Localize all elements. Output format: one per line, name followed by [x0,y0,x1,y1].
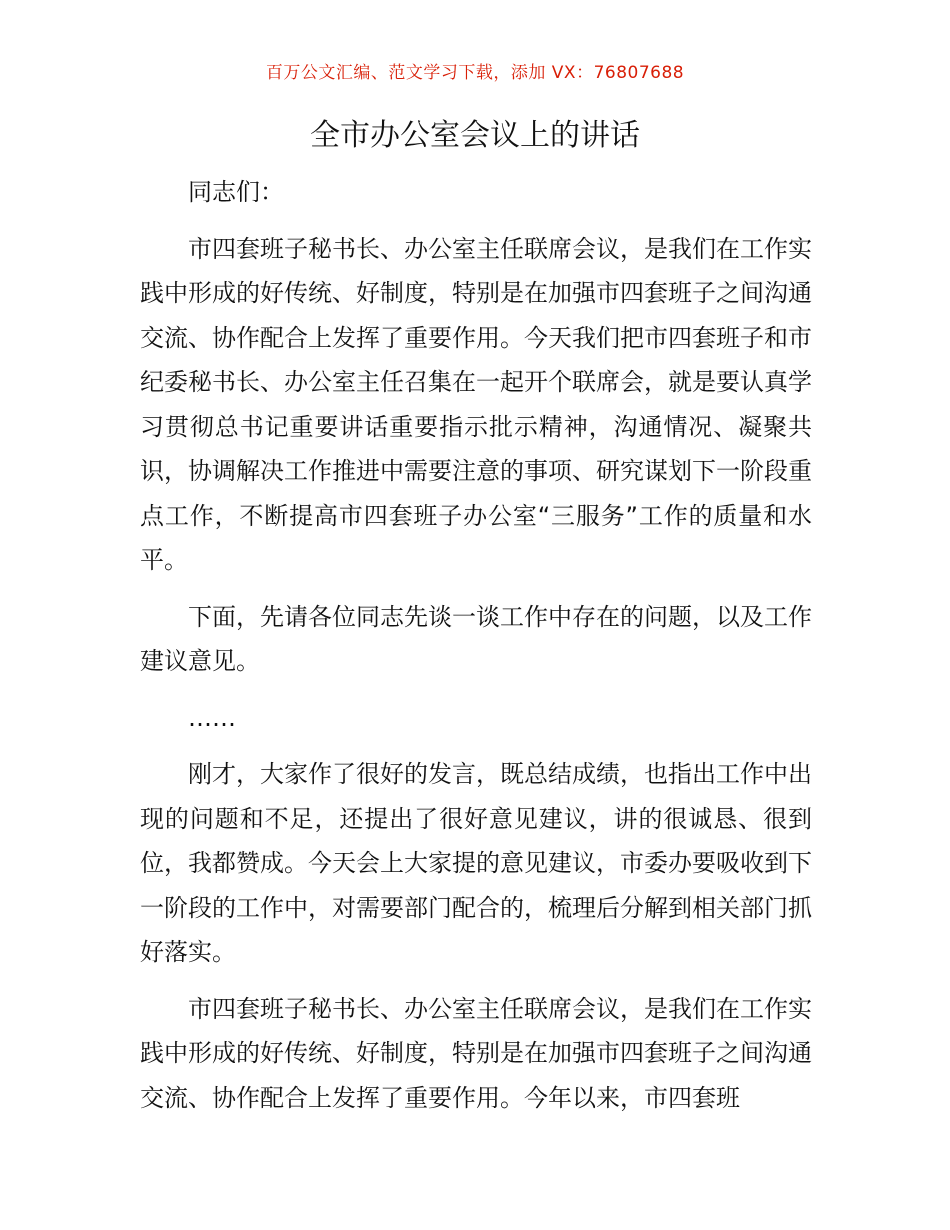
document-body [140,170,812,1132]
paragraph-3: 刚才，大家作了很好的发言，既总结成绩，也指出工作中出现的问题和不足，还提出了很好意见建议，讲的很诚恳、很到位，我都赞成。今天会上大家提的意见建议，市委办要吸收到下一阶段的工作中，对需要部门配合的，梳理后分解到相关部门抓好落实。 [140,760,812,966]
paragraph-2: 下面，先请各位同志先谈一谈工作中存在的问题，以及工作建议意见。 [140,602,812,675]
salutation: 同志们： [188,178,284,206]
paragraph-4: 市四套班子秘书长、办公室主任联席会议，是我们在工作实践中形成的好传统、好制度，特别是在加强市四套班子之间沟通交流、协作配合上发挥了重要作用。今年以来，市四套班 [140,994,812,1112]
paragraph-ellipsis: …… [188,703,236,732]
header-banner: 百万公文汇编、范文学习下载，添加 VX：76807688 [265,63,685,83]
paragraph-1: 市四套班子秘书长、办公室主任联席会议，是我们在工作实践中形成的好传统、好制度，特别是在加强市四套班子之间沟通交流、协作配合上发挥了重要作用。今天我们把市四套班子和市纪委秘书长、办公室主任召集在一起开个联席会，就是要认真学习贯彻总书记重要讲话重要指示批示精神，沟通情况、凝聚共识，协调解决工作推进中需要注意的事项、研究谋划下一阶段重点工作，不断提高市四套班子办公室“三服务”工作的质量和水平。 [140,234,812,574]
document-title: 全市办公室会议上的讲话 [310,118,640,153]
